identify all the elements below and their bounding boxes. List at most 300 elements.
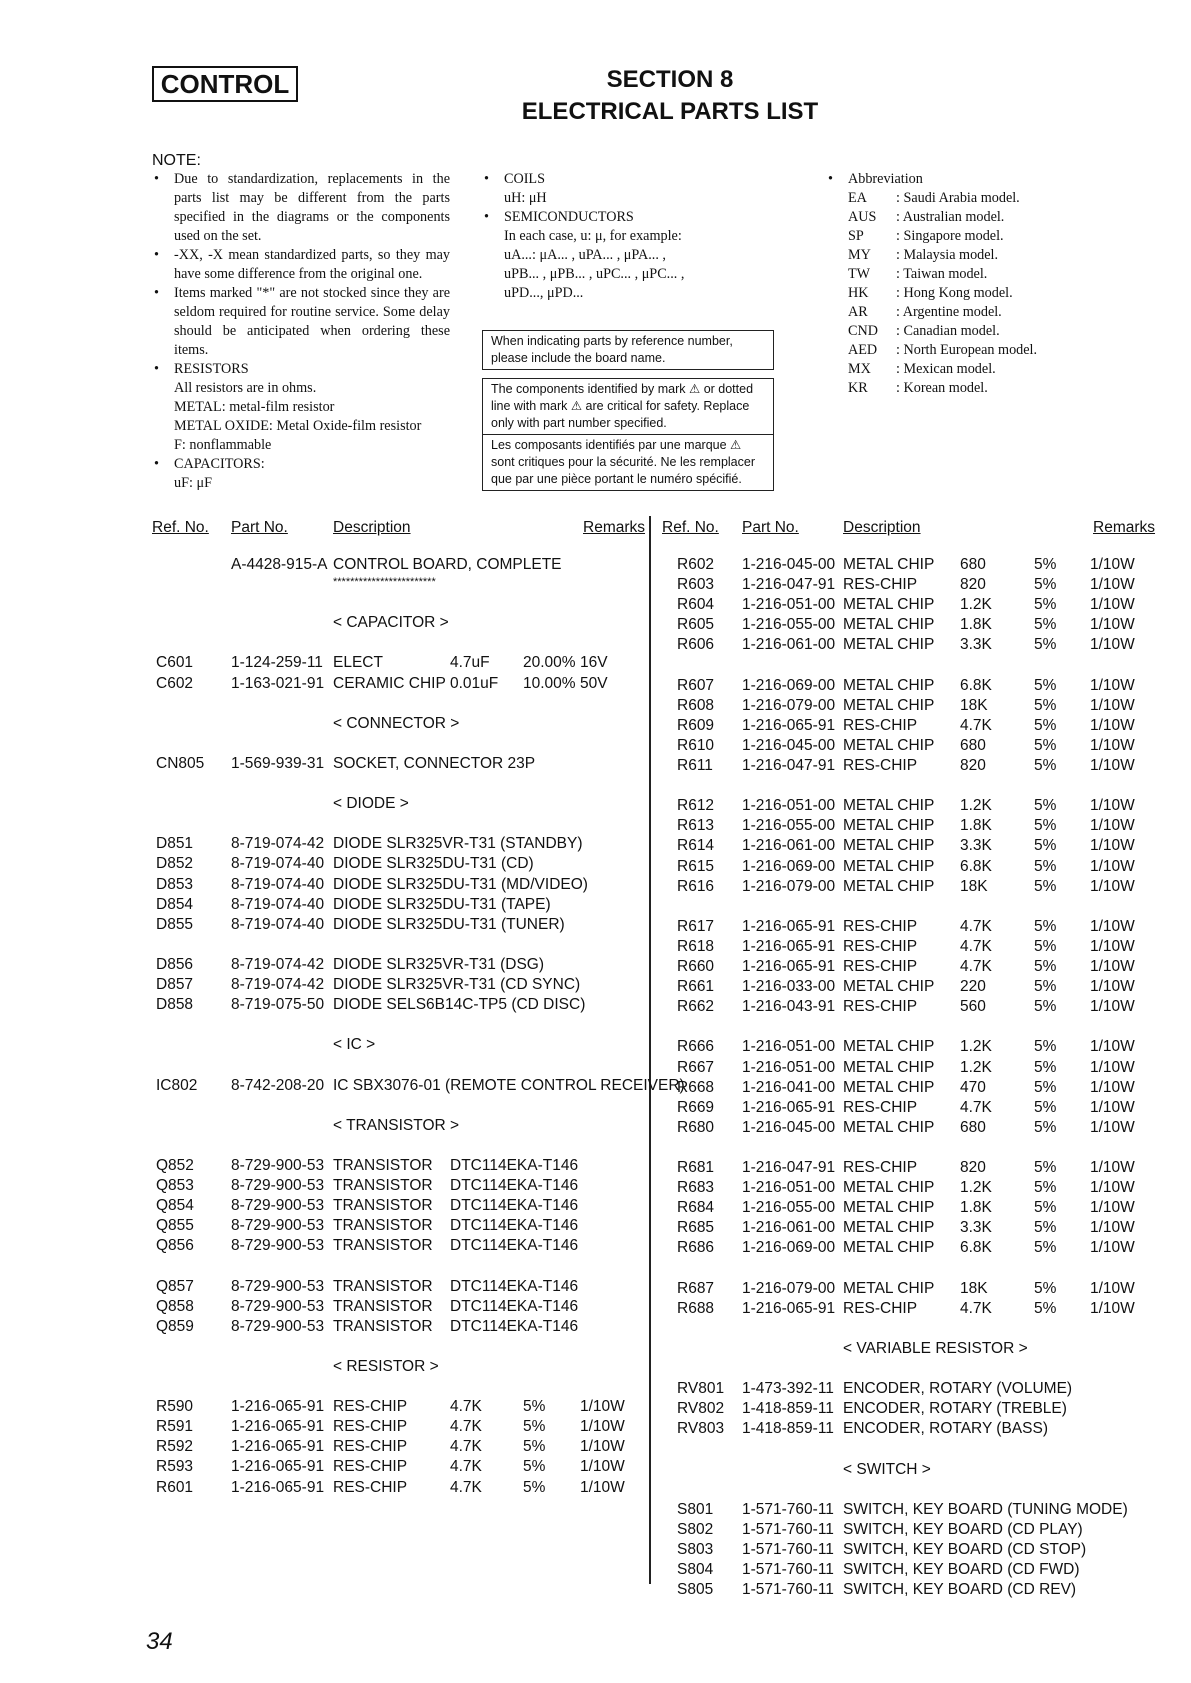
- tolerance: 5%: [1034, 1078, 1057, 1096]
- table-row: [0, 1379, 1191, 1399]
- safety-notice-fr: Les composants identifiés par une marque ⚠ sont critiques pour la sécurité. Ne les remplacer que par une pièce portant le numéro spécifié.: [483, 434, 773, 488]
- abbreviation-code: KR: [848, 380, 868, 396]
- note-capacitors: [152, 455, 450, 493]
- semi-line: uPD..., μPD...: [504, 285, 584, 301]
- ref-no: R608: [677, 696, 715, 714]
- part-no: 1-216-065-91: [742, 716, 836, 734]
- description: RES-CHIP: [333, 1398, 408, 1416]
- ref-no: R618: [677, 937, 715, 955]
- description: METAL CHIP: [843, 1279, 935, 1297]
- description: METAL CHIP: [843, 596, 935, 614]
- abbreviation-code: AUS: [848, 209, 877, 225]
- abbreviation-title: • Abbreviation: [826, 170, 1096, 189]
- value: 4.7K: [450, 1438, 482, 1456]
- remarks: 1/10W: [580, 1458, 625, 1476]
- description: ENCODER, ROTARY (VOLUME): [843, 1380, 1073, 1398]
- table-row: [0, 1098, 1191, 1118]
- ref-no: R661: [677, 978, 715, 996]
- remarks: 1/10W: [1090, 1159, 1135, 1176]
- safety-notice: [482, 378, 774, 491]
- description: METAL CHIP: [843, 696, 935, 714]
- header-desc-left: Description: [333, 519, 411, 536]
- table-row: [0, 1540, 1191, 1560]
- ref-no: D851: [156, 835, 194, 853]
- description: RES-CHIP: [843, 716, 918, 734]
- value: 1.2K: [960, 1038, 992, 1056]
- tolerance: 5%: [1034, 1159, 1057, 1176]
- table-row: [0, 615, 1191, 635]
- ref-no: RV801: [677, 1380, 725, 1398]
- part-no: 1-216-065-91: [231, 1438, 325, 1456]
- value: DTC114EKA-T146: [450, 1217, 579, 1235]
- ref-no: C602: [156, 674, 194, 692]
- value: 220: [960, 978, 986, 996]
- description: METAL CHIP: [843, 857, 935, 875]
- part-no: 8-719-074-40: [231, 855, 325, 873]
- table-row: [0, 653, 1191, 673]
- value: 4.7K: [960, 917, 992, 935]
- description: METAL CHIP: [843, 636, 935, 654]
- table-row: [0, 575, 1191, 595]
- description: TRANSISTOR: [333, 1217, 433, 1235]
- tolerance: 20.00%: [523, 654, 576, 672]
- description: METAL CHIP: [843, 736, 935, 754]
- part-no: 1-216-045-00: [742, 556, 836, 573]
- tolerance: 5%: [523, 1458, 546, 1476]
- ref-no: R601: [156, 1478, 194, 1496]
- ref-no: R686: [677, 1239, 715, 1257]
- part-no: 8-719-074-40: [231, 895, 325, 913]
- coils-title: • COILS: [504, 171, 545, 187]
- capacitors-title: • CAPACITORS:: [174, 456, 265, 472]
- table-row: [0, 1238, 1191, 1258]
- remarks: 1/10W: [1090, 877, 1135, 895]
- part-no: 1-216-055-00: [742, 817, 836, 835]
- part-no: 1-163-021-91: [231, 674, 325, 692]
- part-no: 8-729-900-53: [231, 1197, 325, 1215]
- tolerance: 5%: [1034, 917, 1057, 935]
- tolerance: 5%: [1034, 1239, 1057, 1257]
- abbreviation-code: AED: [848, 342, 878, 358]
- part-no: 1-571-760-11: [742, 1500, 834, 1518]
- table-row: [0, 1457, 1191, 1477]
- value: 6.8K: [960, 676, 992, 694]
- part-no: 1-571-760-11: [742, 1561, 834, 1578]
- value: DTC114EKA-T146: [450, 1177, 579, 1194]
- remarks: 1/10W: [1090, 1299, 1135, 1317]
- ref-no: S802: [677, 1520, 714, 1538]
- value: 3.3K: [960, 1219, 992, 1237]
- part-no: 1-216-043-91: [742, 998, 836, 1016]
- tolerance: 5%: [1034, 1098, 1057, 1116]
- part-no: 8-729-900-53: [231, 1277, 325, 1295]
- header-remarks-left: Remarks: [583, 519, 646, 536]
- notes-column-3: [826, 170, 1096, 398]
- value: 1.2K: [960, 1058, 992, 1076]
- ref-no: Q859: [156, 1317, 194, 1335]
- category-heading: < CONNECTOR >: [333, 714, 460, 732]
- value: DTC114EKA-T146: [450, 1197, 579, 1215]
- ref-no: R590: [156, 1398, 194, 1416]
- part-no: 1-473-392-11: [742, 1380, 834, 1398]
- section-number: SECTION 8: [606, 66, 734, 93]
- semi-line: In each case, u: μ, for example:: [504, 228, 682, 244]
- tolerance: 10.00%: [523, 674, 576, 692]
- ref-no: D856: [156, 955, 194, 973]
- ref-no: R680: [677, 1118, 715, 1136]
- tolerance: 5%: [1034, 978, 1057, 996]
- ref-no: C601: [156, 654, 194, 672]
- tolerance: 5%: [1034, 837, 1057, 855]
- value: 4.7uF: [450, 654, 490, 672]
- ref-no: R610: [677, 736, 715, 754]
- tolerance: 5%: [1034, 556, 1057, 573]
- tolerance: 5%: [1034, 1299, 1057, 1317]
- remarks: 1/10W: [1090, 676, 1135, 694]
- part-no: 1-571-760-11: [742, 1581, 834, 1599]
- part-no: 8-729-900-53: [231, 1177, 325, 1194]
- value: DTC114EKA-T146: [450, 1277, 579, 1295]
- part-no: 1-124-259-11: [231, 654, 323, 672]
- description: ENCODER, ROTARY (BASS): [843, 1420, 1048, 1438]
- category-heading: < IC >: [333, 1036, 376, 1054]
- part-no: 1-216-045-00: [742, 1118, 836, 1136]
- ref-no: D858: [156, 996, 194, 1014]
- remarks: 1/10W: [1090, 837, 1135, 855]
- safety-notice-en: The components identified by mark ⚠ or dotted line with mark ⚠ are critical for safety. Replace only with part number specified.: [491, 382, 754, 430]
- remarks: 1/10W: [1090, 998, 1135, 1016]
- remarks: 1/10W: [1090, 817, 1135, 835]
- abbreviation-code: HK: [848, 285, 869, 301]
- tolerance: 5%: [523, 1398, 546, 1416]
- part-no: 1-571-760-11: [742, 1540, 834, 1558]
- description: DIODE SLR325DU-T31 (TAPE): [333, 895, 551, 913]
- part-no: 1-569-939-31: [231, 754, 325, 772]
- table-row: [0, 635, 1191, 655]
- ref-no: R606: [677, 636, 715, 654]
- description: TRANSISTOR: [333, 1277, 433, 1295]
- tolerance: 5%: [1034, 1219, 1057, 1237]
- remarks: 1/10W: [1090, 636, 1135, 654]
- ref-no: R613: [677, 817, 715, 835]
- description: RES-CHIP: [843, 937, 918, 955]
- part-no: 8-729-900-53: [231, 1297, 325, 1315]
- value: 4.7K: [960, 958, 992, 975]
- remarks: 1/10W: [1090, 1219, 1135, 1237]
- coils-line: uH: μH: [504, 190, 547, 206]
- ref-no: R615: [677, 857, 715, 875]
- tolerance: 5%: [1034, 797, 1057, 815]
- resistors-line: METAL: metal-film resistor: [174, 399, 335, 415]
- value: 820: [960, 576, 986, 594]
- description: DIODE SLR325VR-T31 (DSG): [333, 955, 545, 973]
- table-row: [0, 957, 1191, 977]
- table-row: [0, 1118, 1191, 1138]
- tolerance: 5%: [1034, 1058, 1057, 1076]
- table-row: [0, 1078, 1191, 1098]
- abbreviation-desc: : Australian model.: [896, 209, 1005, 225]
- header-ref-right: Ref. No.: [662, 519, 719, 536]
- table-row: [0, 1317, 1191, 1337]
- value: 4.7K: [450, 1418, 482, 1436]
- abbreviation-code: MX: [848, 361, 871, 377]
- ref-no: R603: [677, 576, 715, 594]
- resistors-line: F: nonflammable: [174, 437, 272, 453]
- ref-no: R667: [677, 1058, 715, 1076]
- ref-no: R592: [156, 1438, 194, 1456]
- table-row: [0, 1399, 1191, 1419]
- table-row: [0, 877, 1191, 897]
- description: METAL CHIP: [843, 1179, 935, 1197]
- remarks: 1/10W: [1090, 576, 1135, 594]
- section-title: [430, 64, 910, 128]
- ref-no: R662: [677, 998, 715, 1016]
- ref-no: Q857: [156, 1277, 194, 1295]
- table-row: [0, 1419, 1191, 1439]
- value: 6.8K: [960, 857, 992, 875]
- part-no: 1-216-079-00: [742, 1279, 836, 1297]
- tolerance: 5%: [1034, 958, 1057, 975]
- value: 1.2K: [960, 797, 992, 815]
- ref-no: Q852: [156, 1156, 194, 1174]
- value: 4.7K: [450, 1458, 482, 1476]
- ref-no: Q856: [156, 1237, 194, 1255]
- description: SWITCH, KEY BOARD (TUNING MODE): [843, 1500, 1128, 1518]
- remarks: 1/10W: [580, 1478, 625, 1496]
- table-row: [0, 716, 1191, 736]
- description: METAL CHIP: [843, 1078, 935, 1096]
- description: ENCODER, ROTARY (TREBLE): [843, 1400, 1067, 1418]
- category-heading: < DIODE >: [333, 795, 409, 813]
- tolerance: 5%: [1034, 696, 1057, 714]
- description: RES-CHIP: [843, 958, 918, 975]
- value: 18K: [960, 877, 988, 895]
- part-no: 1-216-061-00: [742, 837, 836, 855]
- description: METAL CHIP: [843, 837, 935, 855]
- ref-no: R611: [677, 757, 713, 774]
- table-row: [0, 1560, 1191, 1580]
- header-part-right: Part No.: [742, 519, 799, 536]
- note-xx-suffix: • -XX, -X mean standardized parts, so they may have some difference from the original one.: [152, 246, 450, 284]
- value: 18K: [960, 1279, 988, 1297]
- value: 680: [960, 556, 986, 573]
- value: 18K: [960, 696, 988, 714]
- tolerance: 5%: [1034, 676, 1057, 694]
- value: DTC114EKA-T146: [450, 1156, 579, 1174]
- abbreviation-code: MY: [848, 247, 871, 263]
- capacitors-line: uF: μF: [174, 475, 212, 491]
- value: 1.8K: [960, 616, 992, 634]
- description: METAL CHIP: [843, 1058, 935, 1076]
- part-no: 1-216-079-00: [742, 696, 836, 714]
- ref-no: Q855: [156, 1217, 194, 1235]
- description: RES-CHIP: [843, 998, 918, 1016]
- abbreviation-desc: : Saudi Arabia model.: [896, 190, 1020, 206]
- part-no: 1-216-065-91: [742, 917, 836, 935]
- description: DIODE SLR325DU-T31 (CD): [333, 855, 534, 873]
- part-no: 1-418-859-11: [742, 1400, 834, 1418]
- part-no: 8-719-074-42: [231, 955, 325, 973]
- note-label: NOTE:: [152, 152, 201, 169]
- tolerance: 5%: [1034, 857, 1057, 875]
- value: 4.7K: [450, 1398, 482, 1416]
- tolerance: 5%: [1034, 576, 1057, 594]
- remarks: 16V: [580, 654, 608, 672]
- abbreviation-code: TW: [848, 266, 871, 282]
- part-no: 8-729-900-53: [231, 1156, 325, 1174]
- remarks: 1/10W: [1090, 1239, 1135, 1257]
- remarks: 1/10W: [1090, 1279, 1135, 1297]
- table-row: [0, 796, 1191, 816]
- tolerance: 5%: [1034, 596, 1057, 614]
- part-no: 1-216-061-00: [742, 636, 836, 654]
- value: 470: [960, 1078, 986, 1096]
- table-row: [0, 595, 1191, 615]
- ref-no: D854: [156, 895, 194, 913]
- ref-no: R687: [677, 1279, 715, 1297]
- ref-no: Q858: [156, 1297, 194, 1315]
- semi-line: uPB... , μPB... , uPC... , μPC... ,: [504, 266, 685, 282]
- ref-no: S805: [677, 1581, 714, 1599]
- remarks: 1/10W: [1090, 696, 1135, 714]
- part-no: 1-216-051-00: [742, 596, 836, 614]
- ref-no: R612: [677, 797, 715, 815]
- semi-line: uA...: μA... , uPA... , μPA... ,: [504, 247, 666, 263]
- description: METAL CHIP: [843, 1038, 935, 1056]
- part-no: 8-719-075-50: [231, 996, 325, 1014]
- abbreviation-desc: : Canadian model.: [896, 323, 1000, 339]
- abbreviation-desc: : Korean model.: [896, 380, 988, 396]
- part-no: 1-216-065-91: [742, 937, 836, 955]
- description: DIODE SELS6B14C-TP5 (CD DISC): [333, 996, 586, 1014]
- tolerance: 5%: [1034, 817, 1057, 835]
- value: 1.8K: [960, 1199, 992, 1217]
- remarks: 1/10W: [1090, 1058, 1135, 1076]
- description: DIODE SLR325VR-T31 (CD SYNC): [333, 976, 581, 993]
- ref-no: RV802: [677, 1400, 725, 1418]
- table-row: [0, 1299, 1191, 1319]
- remarks: 1/10W: [580, 1398, 625, 1416]
- ref-no: D852: [156, 855, 194, 873]
- ref-no: Q854: [156, 1197, 194, 1215]
- ref-no: R614: [677, 837, 715, 855]
- note-semiconductors: [482, 208, 782, 303]
- value: 4.7K: [960, 716, 992, 734]
- description: METAL CHIP: [843, 556, 935, 573]
- ref-no: R684: [677, 1199, 715, 1217]
- abbreviation-desc: : Mexican model.: [896, 361, 996, 377]
- part-no: 1-216-069-00: [742, 676, 836, 694]
- description: METAL CHIP: [843, 797, 935, 815]
- abbreviation-code: SP: [848, 228, 864, 244]
- part-no: 8-729-900-53: [231, 1317, 325, 1335]
- ref-no: D855: [156, 915, 194, 933]
- description: SWITCH, KEY BOARD (CD PLAY): [843, 1520, 1083, 1538]
- ref-no: CN805: [156, 754, 205, 772]
- tolerance: 5%: [1034, 636, 1057, 654]
- description: RES-CHIP: [843, 576, 918, 594]
- remarks: 1/10W: [1090, 556, 1135, 573]
- ref-no: RV803: [677, 1420, 725, 1438]
- ref-no: R593: [156, 1458, 194, 1476]
- description: CERAMIC CHIP: [333, 674, 446, 692]
- ref-no: R669: [677, 1098, 715, 1116]
- ref-no: R605: [677, 616, 715, 634]
- part-no: 1-216-065-91: [742, 1299, 836, 1317]
- table-row: [0, 816, 1191, 836]
- part-no: 1-216-055-00: [742, 616, 836, 634]
- remarks: 1/10W: [1090, 797, 1135, 815]
- abbreviation-desc: : Malaysia model.: [896, 247, 999, 263]
- part-no: 1-216-079-00: [742, 877, 836, 895]
- page-number: 34: [146, 1628, 173, 1655]
- tolerance: 5%: [1034, 1038, 1057, 1056]
- abbreviation-desc: : Taiwan model.: [896, 266, 988, 282]
- value: 6.8K: [960, 1239, 992, 1257]
- part-no: 8-729-900-53: [231, 1217, 325, 1235]
- ref-no: S801: [677, 1500, 714, 1518]
- part-no: A-4428-915-A: [231, 556, 328, 573]
- description: SOCKET, CONNECTOR 23P: [333, 754, 536, 772]
- value: 4.7K: [960, 937, 992, 955]
- ref-no: R604: [677, 596, 715, 614]
- value: 560: [960, 998, 986, 1016]
- ref-no: R617: [677, 917, 715, 935]
- remarks: 1/10W: [1090, 596, 1135, 614]
- tolerance: 5%: [1034, 716, 1057, 734]
- description: ELECT: [333, 654, 383, 672]
- table-row: [0, 756, 1191, 776]
- part-no: 1-216-051-00: [742, 1179, 836, 1197]
- description: METAL CHIP: [843, 978, 935, 996]
- part-no: 8-719-074-42: [231, 835, 325, 853]
- tolerance: 5%: [1034, 736, 1057, 754]
- value: 3.3K: [960, 636, 992, 654]
- table-row: [0, 997, 1191, 1017]
- part-no: 1-216-065-91: [231, 1398, 325, 1416]
- value: 1.2K: [960, 596, 992, 614]
- description: METAL CHIP: [843, 1118, 935, 1136]
- table-row: [0, 696, 1191, 716]
- table-row: [0, 977, 1191, 997]
- category-heading: < RESISTOR >: [333, 1357, 439, 1375]
- abbreviation-desc: : Singapore model.: [896, 228, 1004, 244]
- description: RES-CHIP: [843, 917, 918, 935]
- part-no: 1-216-065-91: [742, 1098, 836, 1116]
- category-heading: < VARIABLE RESISTOR >: [843, 1339, 1028, 1357]
- note-resistors: [152, 360, 450, 455]
- ref-no: R666: [677, 1038, 715, 1056]
- table-row: [0, 555, 1191, 575]
- part-no: 8-719-074-40: [231, 915, 325, 933]
- remarks: 1/10W: [1090, 1199, 1135, 1217]
- tolerance: 5%: [1034, 757, 1057, 774]
- remarks: 1/10W: [580, 1438, 625, 1456]
- description: TRANSISTOR: [333, 1177, 433, 1194]
- part-no: 1-216-047-91: [742, 1159, 836, 1176]
- description: METAL CHIP: [843, 676, 935, 694]
- remarks: 1/10W: [1090, 736, 1135, 754]
- header-remarks-right: Remarks: [1093, 519, 1156, 536]
- description: TRANSISTOR: [333, 1156, 433, 1174]
- part-no: 1-216-065-91: [231, 1478, 325, 1496]
- semi-title: • SEMICONDUCTORS: [504, 209, 634, 225]
- value: 820: [960, 1159, 986, 1176]
- part-no: 1-216-051-00: [742, 797, 836, 815]
- value: 680: [960, 1118, 986, 1136]
- description: TRANSISTOR: [333, 1297, 433, 1315]
- part-no: 8-742-208-20: [231, 1076, 325, 1094]
